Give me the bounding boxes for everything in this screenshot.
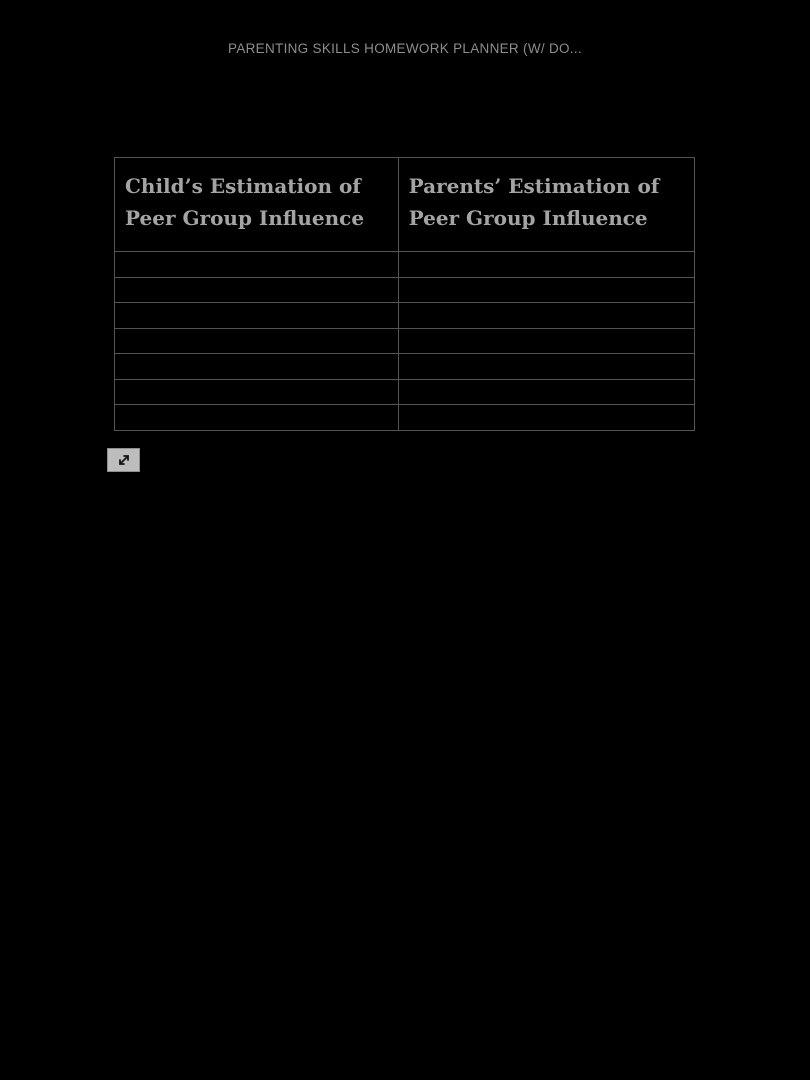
table-row [115,354,695,380]
table-cell-empty [115,277,399,303]
table-empty-rows [115,252,695,431]
table-row [115,303,695,329]
table-cell-empty [115,303,399,329]
table-cell-empty [398,328,694,354]
table-cell-empty [398,252,694,278]
table-row [115,252,695,278]
table-cell-empty [398,405,694,431]
peer-influence-table [114,157,695,431]
expand-diagonal-arrows-icon [116,452,132,468]
table-header-row [115,158,695,252]
table-cell-empty [398,277,694,303]
table-row [115,277,695,303]
table-cell-empty [115,328,399,354]
table-header-parents-estimation: Parents’ Estimation of Peer Group Influence [398,158,694,252]
book-title-header [0,40,810,58]
table-row [115,328,695,354]
table-header-child-estimation: Child’s Estimation of Peer Group Influence [115,158,399,252]
table-row [115,405,695,431]
table-cell-empty [398,379,694,405]
table-row [115,379,695,405]
table-cell-empty [115,379,399,405]
table-cell-empty [115,354,399,380]
table-cell-empty [398,354,694,380]
table-cell-empty [115,252,399,278]
table-cell-empty [115,405,399,431]
table-cell-empty [398,303,694,329]
book-title: PARENTING SKILLS HOMEWORK PLANNER (W/ DO... [228,41,582,56]
expand-table-button[interactable] [107,448,140,472]
